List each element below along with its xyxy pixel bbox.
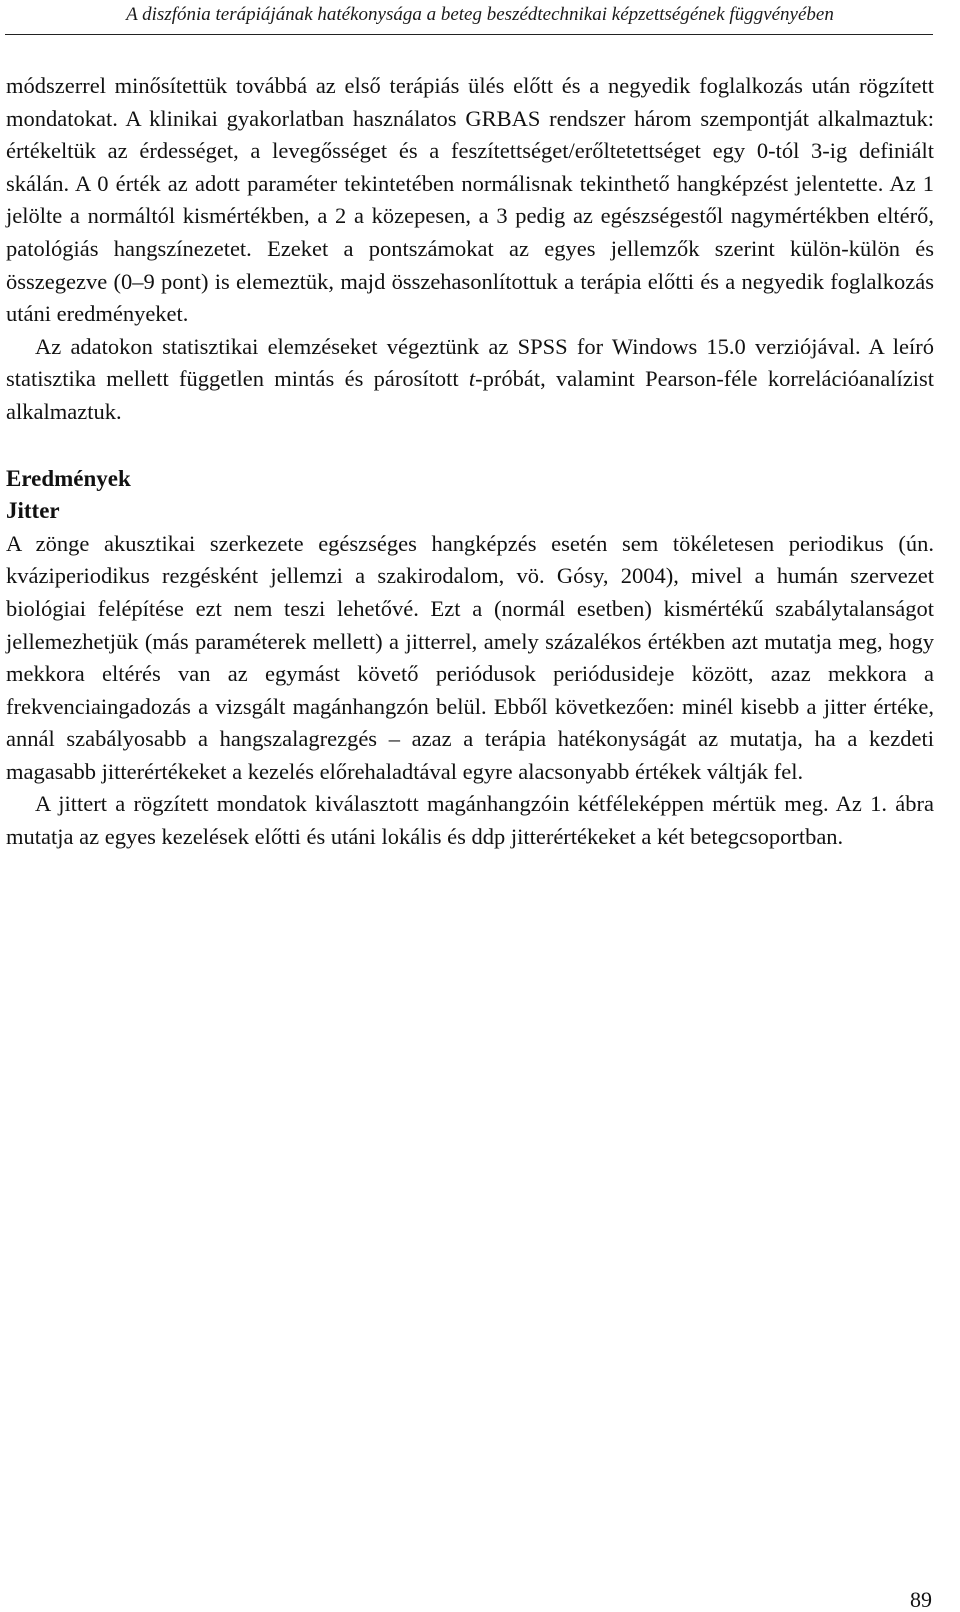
statistics-text-end: -próbát, valamint Pearson-féle korrelációanalízist alkalmaztuk. — [6, 366, 934, 424]
paragraph-methods-continued: módszerrel minősítettük továbbá az első terápiás ülés előtt és a negyedik foglalkozás után rögzített mondatokat. A klinikai gyakorlatban használatos GRBAS rendszer három szempontját alkalmaztuk: értékeltük az érdességet, a levegősséget és a feszítettséget/erőltetettséget egy 0-tól 3-ig definiált skálán. A 0 érték az adott paraméter tekintetében normálisnak tekinthető hangképzést jelentette. Az 1 jelölte a normáltól kismértékben, a 2 a közepesen, a 3 pedig az egészségestől nagymértékben eltérő, patológiás hangszínezetet. Ezeket a pontszámokat az egyes jellemzők szerint külön-külön és összegezve (0–9 pont) is elemeztük, majd összehasonlítottuk a terápia előtti és a negyedik foglalkozás utáni eredményeket. — [6, 73, 934, 327]
page-number: 89 — [910, 1587, 932, 1612]
statistics-text-start: Az adatokon statisztikai elemzéseket végeztünk az SPSS for Windows 15.0 verziójával. A leíró statisztika mellett független mintás és párosított — [6, 333, 934, 392]
running-header-title: A diszfónia terápiájának hatékonysága a beteg beszédtechnikai képzettségének függvényében — [126, 4, 834, 25]
subsection-heading-jitter: Jitter — [6, 498, 60, 524]
paragraph-jitter-measurement: A jittert a rögzített mondatok kiválasztott magánhangzóin kétféleképpen mértük meg. Az 1. ábra mutatja az egyes kezelések előtti és utáni lokális és ddp jitterértékeket a két betegcsoportban. — [6, 791, 934, 850]
document-body — [6, 70, 934, 854]
header-divider — [5, 34, 933, 35]
statistics-t-italic: t — [468, 366, 476, 392]
paragraph-jitter-description: A zönge akusztikai szerkezete egészséges hangképzés esetén sem tökéletesen periodikus (ún. kváziperiodikus rezgésként jellemzi a szakirodalom, vö. Gósy, 2004), mivel a humán szervezet biológiai felépítése ezt nem teszi lehetővé. Ezt a (normál esetben) kismértékű szabálytalanságot jellemezhetjük (más paraméterek mellett) a jitterrel, amely százalékos értékben azt mutatja meg, hogy mekkora eltérés van az egymást követő periódusok periódusideje között, azaz mekkora a frekvenciaingadozás a vizsgált magánhangzón belül. Ebből következően: minél kisebb a jitter értéke, annál szabályosabb a hangszalagrezgés – azaz a terápia hatékonyságát az mutatja, ha a kezdeti magasabb jitterértékeket a kezelés előrehaladtával egyre alacsonyabb értékek váltják fel. — [6, 530, 934, 784]
section-heading-results: Eredmények — [6, 465, 131, 491]
paragraph-statistics — [6, 331, 934, 429]
